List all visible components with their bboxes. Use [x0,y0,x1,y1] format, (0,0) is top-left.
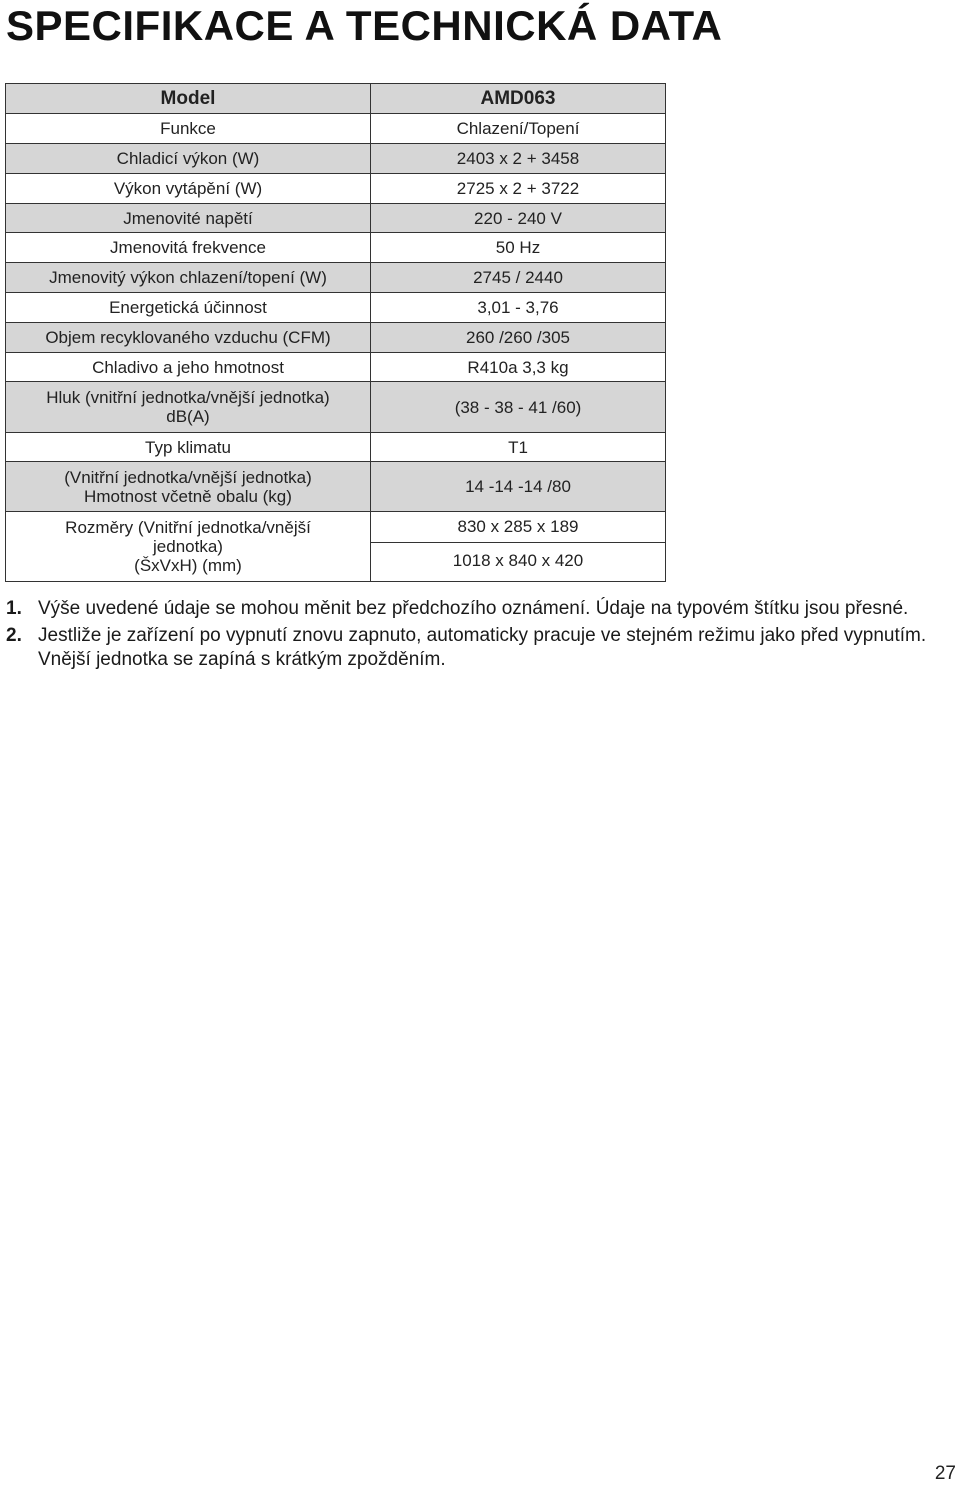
table-row [6,233,666,263]
row-label [6,382,371,433]
row-value: 50 Hz [371,233,666,263]
row-value: 2745 / 2440 [371,263,666,293]
table-row [6,353,666,382]
row-label-line: dB(A) [166,407,210,426]
row-label: Typ klimatu [6,433,371,462]
row-value: 3,01 - 3,76 [371,293,666,323]
notes-list [6,597,960,675]
page-title: SPECIFIKACE A TECHNICKÁ DATA [6,2,723,49]
specification-table [5,83,666,582]
row-label-line: Rozměry (Vnitřní jednotka/vnější [65,518,311,537]
row-label: Jmenovitá frekvence [6,233,371,263]
row-label: Jmenovitý výkon chlazení/topení (W) [6,263,371,293]
row-label: Funkce [6,114,371,144]
row-value: 2725 x 2 + 3722 [371,174,666,204]
table-row [6,204,666,233]
header-label: Model [6,84,371,114]
table-row [6,293,666,323]
row-value: R410a 3,3 kg [371,353,666,382]
table-row [6,263,666,293]
row-label-line: Hmotnost včetně obalu (kg) [84,486,292,506]
table-row [6,144,666,174]
table-row [6,462,666,512]
row-value: 220 - 240 V [371,204,666,233]
row-label: Chladicí výkon (W) [6,144,371,174]
row-label: Výkon vytápění (W) [6,174,371,204]
table-row [6,382,666,433]
row-label [6,462,371,512]
note-number: 2. [6,625,22,646]
row-label-line: (ŠxVxH) (mm) [134,556,242,575]
table-row [6,114,666,144]
row-label-line: Hluk (vnitřní jednotka/vnější jednotka) [46,388,330,407]
note-item [6,597,960,621]
dimensions-outdoor: 1018 x 840 x 420 [371,542,665,581]
table-row [6,174,666,204]
row-value: T1 [371,433,666,462]
table-row [6,433,666,462]
row-label: Chladivo a jeho hmotnost [6,353,371,382]
table-header-row [6,84,666,114]
row-label: Energetická účinnost [6,293,371,323]
dimensions-label [6,512,371,582]
row-label: Objem recyklovaného vzduchu (CFM) [6,323,371,353]
table-row [6,323,666,353]
page-number: 27 [934,1463,956,1484]
dimensions-row [6,512,666,582]
row-value: (38 - 38 - 41 /60) [371,382,666,433]
header-value: AMD063 [371,84,666,114]
row-label-line: jednotka) [153,537,223,556]
row-label: Jmenovité napětí [6,204,371,233]
row-label-line: (Vnitřní jednotka/vnější jednotka) [64,467,312,487]
row-value: 2403 x 2 + 3458 [371,144,666,174]
note-number: 1. [6,598,22,619]
note-item [6,624,960,672]
dimensions-indoor: 830 x 285 x 189 [457,517,579,536]
dimensions-value [371,512,666,582]
row-value: 260 /260 /305 [371,323,666,353]
note-text: Výše uvedené údaje se mohou měnit bez předchozího oznámení. Údaje na typovém štítku jsou přesné. [38,598,909,619]
note-text: Jestliže je zařízení po vypnutí znovu zapnuto, automaticky pracuje ve stejném režimu jako před vypnutím. Vnější jednotka se zapíná s krátkým zpožděním. [38,625,927,670]
row-value: 14 -14 -14 /80 [371,462,666,512]
row-value: Chlazení/Topení [371,114,666,144]
